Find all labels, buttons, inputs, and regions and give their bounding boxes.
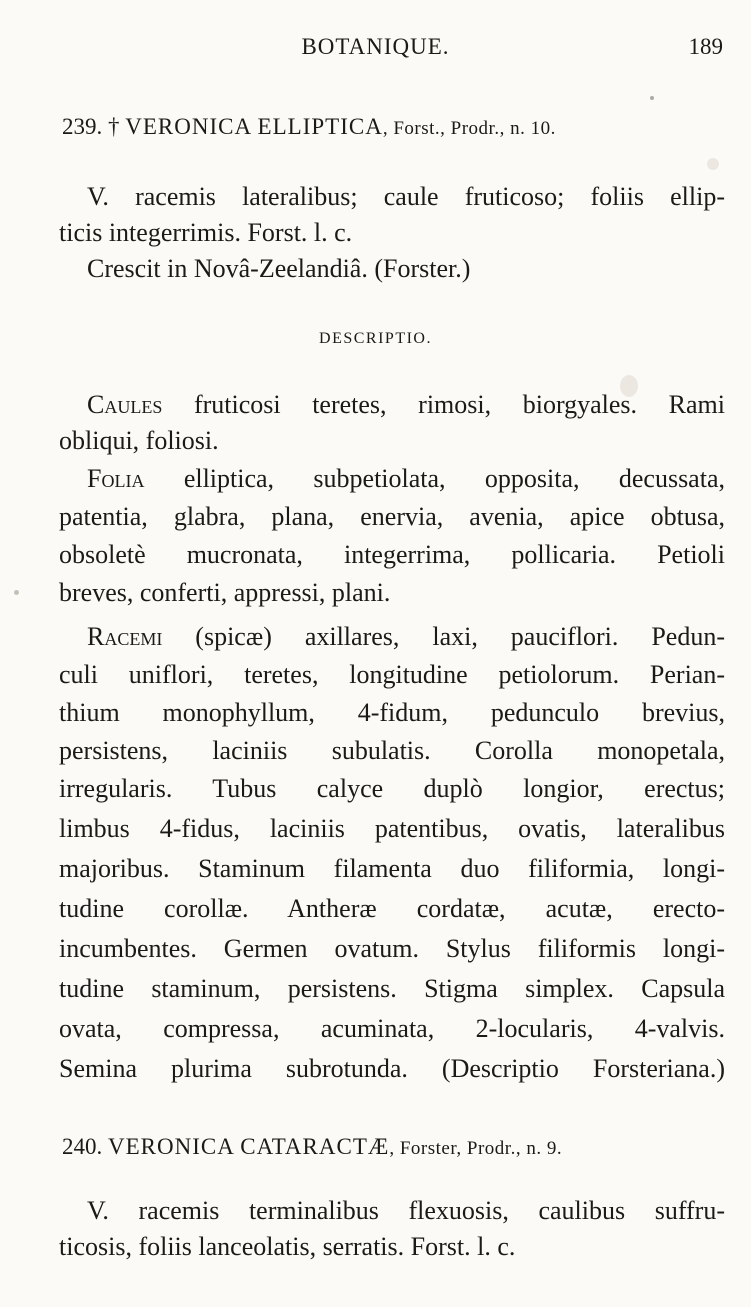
text-line: limbus 4-fidus, laciniis patentibus, ovatis, lateralibus — [59, 814, 725, 843]
citation: , Forst., Prodr., n. 10. — [382, 118, 556, 139]
diagnosis-line: V. racemis lateralibus; caule fruticoso; foliis ellip- — [87, 182, 725, 211]
text-line: fruticosi teretes, rimosi, biorgyales. Rami — [162, 390, 725, 419]
paragraph-caules — [59, 388, 725, 422]
species-name: VERONICA ELLIPTICA — [125, 114, 383, 139]
running-head: BOTANIQUE. — [301, 34, 450, 59]
text-line: patentia, glabra, plana, enervia, avenia, apice obtusa, — [59, 502, 725, 531]
paper-speck — [707, 158, 719, 170]
text-line: Semina plurima subrotunda. (Descriptio Forsteriana.) — [59, 1054, 725, 1083]
diagnosis-line: ticosis, foliis lanceolatis, serratis. Forst. l. c. — [59, 1232, 516, 1261]
text-line: thium monophyllum, 4-fidum, pedunculo brevius, — [59, 698, 725, 727]
text-line: tudine corollæ. Antheræ cordatæ, acutæ, erecto- — [59, 894, 725, 923]
paragraph-label: Folia — [87, 464, 145, 493]
paragraph-label: Racemi — [87, 622, 163, 651]
text-line: (spicæ) axillares, laxi, pauciflori. Pedun- — [162, 622, 725, 651]
entry-number: 239. — [62, 114, 103, 139]
text-line: elliptica, subpetiolata, opposita, decussata, — [144, 464, 725, 493]
entry-240-heading — [62, 1130, 725, 1166]
citation: , Forster, Prodr., n. 9. — [389, 1138, 563, 1159]
dagger-mark: † — [108, 114, 120, 139]
entry-number: 240. — [62, 1134, 103, 1159]
text-line: tudine staminum, persistens. Stigma simplex. Capsula — [59, 974, 725, 1003]
paragraph-racemi — [59, 620, 725, 654]
text-line: persistens, laciniis subulatis. Corolla monopetala, — [59, 736, 725, 765]
paper-speck — [14, 590, 19, 595]
paragraph-folia — [59, 462, 725, 496]
text-line: culi uniflori, teretes, longitudine petiolorum. Perian- — [59, 660, 725, 689]
page-number: 189 — [688, 34, 723, 59]
paragraph-label: Caules — [87, 390, 163, 419]
text-line: obsoletè mucronata, integerrima, pollicaria. Petioli — [59, 540, 725, 569]
text-line: ovata, compressa, acuminata, 2-locularis, 4-valvis. — [59, 1014, 725, 1043]
diagnosis-line: V. racemis terminalibus flexuosis, caulibus suffru- — [87, 1196, 725, 1225]
diagnosis-line: ticis integerrimis. Forst. l. c. — [59, 218, 353, 247]
species-name: VERONICA CATARACTÆ — [108, 1134, 390, 1159]
text-line: irregularis. Tubus calyce duplò longior, erectus; — [59, 774, 725, 803]
paper-speck — [650, 96, 654, 100]
entry-239-heading — [62, 110, 725, 146]
section-heading: DESCRIPTIO. — [319, 330, 432, 347]
text-line: majoribus. Staminum filamenta duo filiformia, longi- — [59, 854, 725, 883]
text-line: obliqui, foliosi. — [59, 426, 219, 455]
text-line: incumbentes. Germen ovatum. Stylus filiformis longi- — [59, 934, 725, 963]
habitat-line: Crescit in Novâ-Zeelandiâ. (Forster.) — [87, 254, 471, 283]
text-line: breves, conferti, appressi, plani. — [59, 578, 391, 607]
